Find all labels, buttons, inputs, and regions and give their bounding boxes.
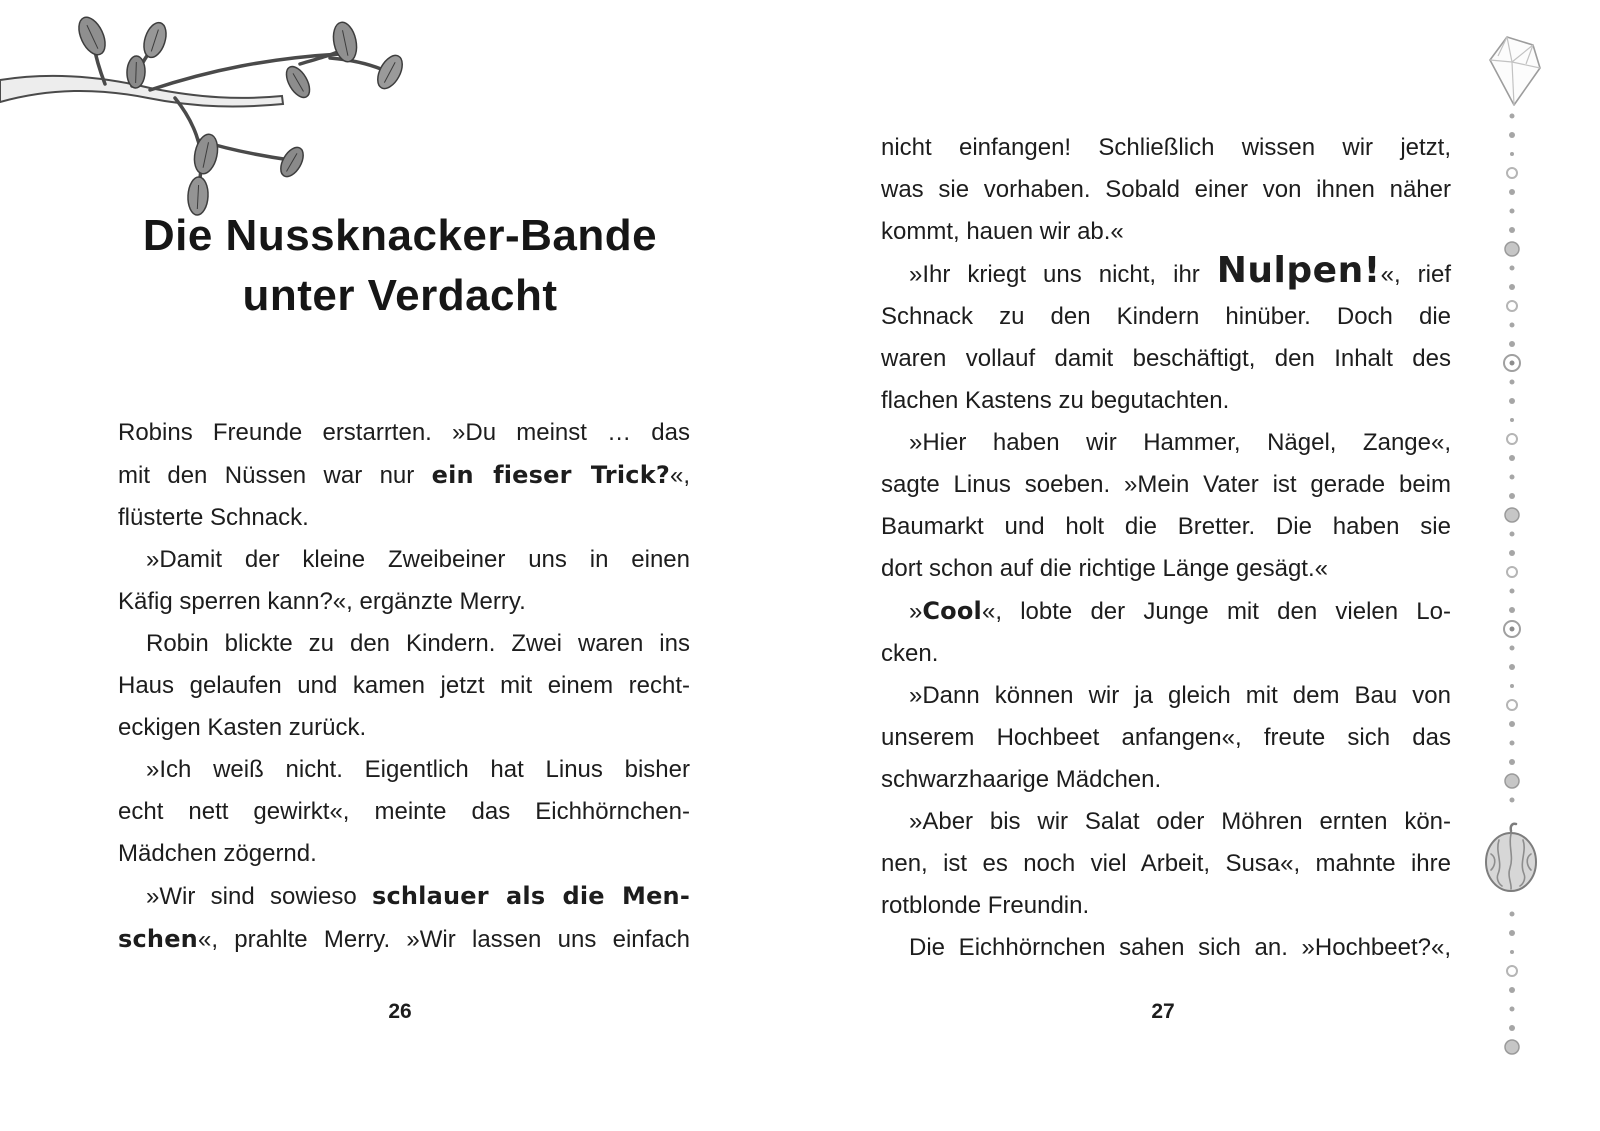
text-line [881,548,1451,590]
right-page-text [881,127,1451,969]
body-text: flüsterte Schnack. [118,504,309,531]
text-line [881,127,1451,169]
text-line [881,927,1451,969]
text-line [881,759,1451,801]
left-page-text [118,412,690,961]
text-line [881,506,1451,548]
text-line [881,338,1451,380]
text-line [881,422,1451,464]
body-text: mit den Nüssen war nur [118,462,432,489]
text-line [118,833,690,875]
text-line [881,717,1451,759]
body-text: «, [669,462,690,489]
text-line [881,675,1451,717]
body-text: nicht einfangen! Schließlich wissen wir jetzt, [881,134,1451,161]
page-number-right: 27 [1151,1000,1175,1023]
dotted-divider [1497,108,1527,1068]
page-number-left: 26 [388,1000,412,1023]
text-line [881,380,1451,422]
body-text: eckigen Kasten zurück. [118,714,367,741]
text-line [118,412,690,454]
walnut-icon [1481,820,1541,898]
text-line [881,169,1451,211]
body-text: «, lobte der Junge mit den vielen Lo- [981,598,1451,625]
body-text: Robin blickte zu den Kindern. Zwei waren ins [146,630,690,657]
text-line [118,875,690,918]
body-text: sagte Linus soeben. »Mein Vater ist gerade beim [881,471,1451,498]
text-line [118,665,690,707]
emphasis-text-large: Nulpen! [1216,250,1381,291]
text-line [118,707,690,749]
text-line [118,581,690,623]
text-line [118,623,690,665]
text-line [118,749,690,791]
text-line [881,211,1451,253]
body-text: » [909,598,923,625]
text-line [881,843,1451,885]
text-line [881,885,1451,927]
body-text: »Ihr kriegt uns nicht, ihr [909,261,1217,288]
chapter-title-line-2: unter Verdacht [242,271,558,320]
leaf-cluster [74,13,408,215]
body-text: cken. [881,640,939,667]
emphasis-text: ein fieser Trick? [431,461,670,489]
body-text: Baumarkt und holt die Bretter. Die haben sie [881,513,1451,540]
body-text: Haus gelaufen und kamen jetzt mit einem recht- [118,672,690,699]
body-text: «, prahlte Merry. »Wir lassen uns einfach [197,926,690,953]
text-line [118,791,690,833]
body-text: nen, ist es noch viel Arbeit, Susa«, mahnte ihre [881,850,1451,877]
branch-illustration [0,8,430,223]
body-text: Mädchen zögernd. [118,840,317,867]
text-line [118,497,690,539]
text-line [881,633,1451,675]
body-text: Die Eichhörnchen sahen sich an. »Hochbeet?«, [909,934,1451,961]
text-line [881,801,1451,843]
text-line [118,539,690,581]
emphasis-text: schlauer als die Men- [371,882,690,910]
body-text: flachen Kastens zu begutachten. [881,387,1230,414]
body-text: »Dann können wir ja gleich mit dem Bau von [909,682,1451,709]
chapter-title [60,206,740,326]
body-text: »Hier haben wir Hammer, Nägel, Zange«, [909,429,1451,456]
chapter-title-line-1: Die Nussknacker-Bande [142,211,658,260]
gem-icon [1486,34,1544,108]
body-text: was sie vorhaben. Sobald einer von ihnen näher [881,176,1451,203]
body-text: rotblonde Freundin. [881,892,1090,919]
body-text: kommt, hauen wir ab.« [881,218,1124,245]
body-text: Käfig sperren kann?«, ergänzte Merry. [118,588,526,615]
emphasis-text: schen [118,925,198,953]
text-line [118,454,690,497]
body-text: Schnack zu den Kindern hinüber. Doch die [881,303,1451,330]
body-text: »Aber bis wir Salat oder Möhren ernten kön- [909,808,1451,835]
text-line [881,250,1451,296]
body-text: Robins Freunde erstarrten. »Du meinst … das [118,419,690,446]
text-line [881,464,1451,506]
emphasis-text: Cool [922,597,982,625]
body-text: »Damit der kleine Zweibeiner uns in einen [146,546,690,573]
text-line [881,590,1451,633]
text-line [881,296,1451,338]
body-text: waren vollauf damit beschäftigt, den Inhalt des [881,345,1451,372]
body-text: »Ich weiß nicht. Eigentlich hat Linus bisher [146,756,690,783]
body-text: unserem Hochbeet anfangen«, freute sich das [881,724,1451,751]
text-line [118,918,690,961]
body-text: schwarzhaarige Mädchen. [881,766,1162,793]
body-text: echt nett gewirkt«, meinte das Eichhörnchen- [118,798,690,825]
body-text: dort schon auf die richtige Länge gesägt.« [881,555,1328,582]
body-text: »Wir sind sowieso [146,883,372,910]
body-text: «, rief [1380,261,1451,288]
